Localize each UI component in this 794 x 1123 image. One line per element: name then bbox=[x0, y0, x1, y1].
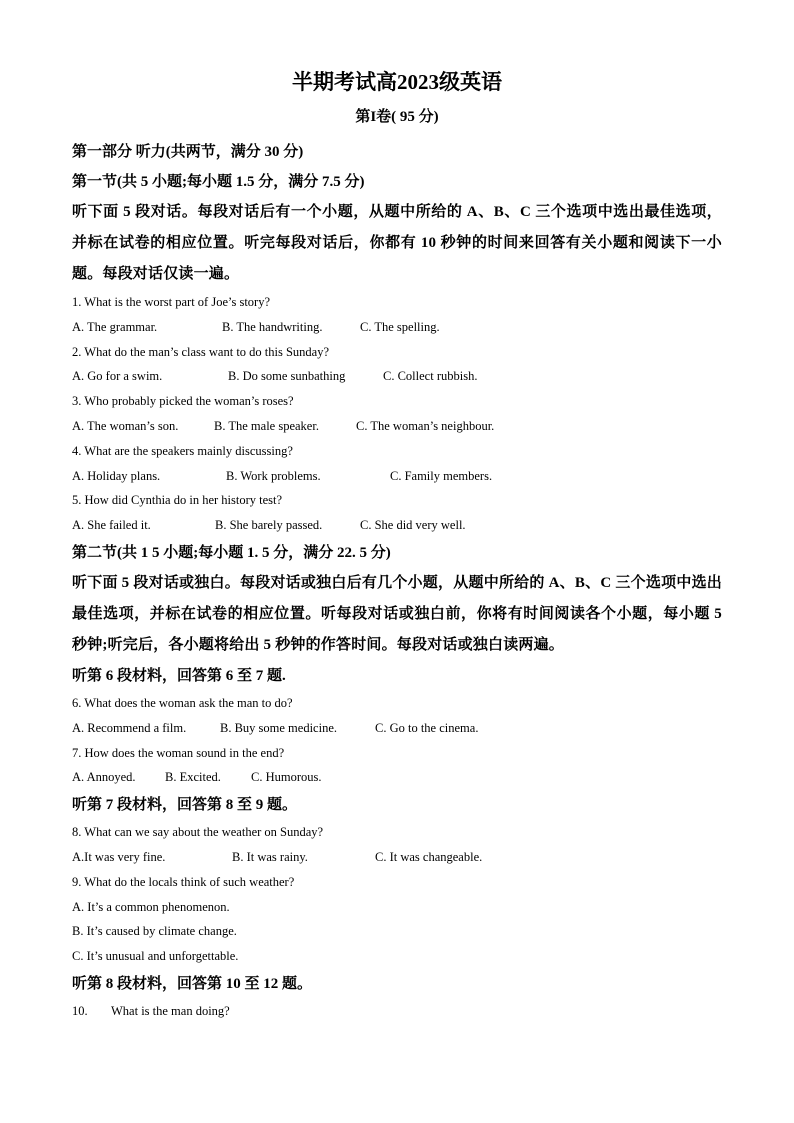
option-c: C. Collect rubbish. bbox=[383, 369, 478, 384]
question-options bbox=[72, 364, 722, 389]
option-c: C. It was changeable. bbox=[375, 849, 483, 864]
question-stem: 6. What does the woman ask the man to do? bbox=[72, 695, 293, 710]
option-c: C. Family members. bbox=[390, 468, 493, 483]
option-b: B. She barely passed. bbox=[215, 518, 323, 533]
question-options bbox=[72, 765, 722, 790]
option-a: A. Annoyed. bbox=[72, 770, 136, 785]
question-stem: 2. What do the man’s class want to do this Sunday? bbox=[72, 344, 330, 359]
question-stem: 5. How did Cynthia do in her history test? bbox=[72, 493, 283, 508]
option-b: B. Buy some medicine. bbox=[220, 720, 337, 735]
question-stem: 9. What do the locals think of such weather? bbox=[72, 874, 295, 889]
option-c: C. The woman’s neighbour. bbox=[356, 418, 495, 433]
question-options bbox=[72, 315, 722, 340]
section2-heading: 第二节(共 1 5 小题;每小题 1. 5 分，满分 22. 5 分) bbox=[72, 544, 391, 561]
part1-heading: 第一部分 听力(共两节，满分 30 分) bbox=[72, 144, 304, 160]
question-stem: 7. How does the woman sound in the end? bbox=[72, 745, 285, 760]
option-c: C. Go to the cinema. bbox=[375, 720, 479, 735]
question-number: 10. bbox=[72, 1003, 88, 1018]
question-stem: 1. What is the worst part of Joe’s story? bbox=[72, 295, 270, 309]
option-b: B. Excited. bbox=[165, 770, 221, 785]
option-a: A. Go for a swim. bbox=[72, 369, 163, 384]
material8-heading: 听第 8 段材料，回答第 10 至 12 题。 bbox=[72, 975, 313, 992]
question-stem: 3. Who probably picked the woman’s roses? bbox=[72, 394, 294, 409]
option-b: B. Do some sunbathing bbox=[228, 369, 346, 384]
option-b: B. The handwriting. bbox=[222, 319, 323, 334]
material6-heading: 听第 6 段材料，回答第 6 至 7 题. bbox=[72, 667, 286, 684]
option-a: A. The grammar. bbox=[72, 319, 158, 334]
option-c: C. She did very well. bbox=[360, 518, 466, 533]
question-options bbox=[72, 716, 722, 741]
option-a: A. She failed it. bbox=[72, 518, 151, 533]
exam-title: 半期考试高2023级英语 bbox=[292, 70, 502, 94]
option-a: A.It was very fine. bbox=[72, 849, 166, 864]
option-a: A. The woman’s son. bbox=[72, 418, 179, 433]
option-a: A. It’s a common phenomenon. bbox=[72, 899, 230, 914]
question-options bbox=[72, 464, 722, 489]
option-c: C. It’s unusual and unforgettable. bbox=[72, 949, 239, 964]
question-stem: 8. What can we say about the weather on Sunday? bbox=[72, 825, 324, 840]
section1-heading: 第一节(共 5 小题;每小题 1.5 分，满分 7.5 分) bbox=[72, 174, 365, 190]
question-stem: 4. What are the speakers mainly discussing? bbox=[72, 443, 293, 458]
question-options bbox=[72, 513, 722, 538]
material7-heading: 听第 7 段材料，回答第 8 至 9 题。 bbox=[72, 797, 298, 814]
question-options bbox=[72, 414, 722, 439]
question-text: What is the man doing? bbox=[111, 1003, 230, 1018]
option-c: C. Humorous. bbox=[251, 770, 322, 785]
section1-instruction: 听下面 5 段对话。每段对话后有一个小题，从题中所给的 A、B、C 三个选项中选出最佳选项， 并标在试卷的相应位置。听完每段对话后，你都有 10 秒钟的时间来回答有关小题和阅读下一小题。每段对话仅读一遍。 bbox=[72, 204, 722, 282]
question-options bbox=[72, 845, 722, 870]
option-c: C. The spelling. bbox=[360, 319, 440, 334]
option-a: A. Holiday plans. bbox=[72, 468, 161, 483]
section2-instruction: 听下面 5 段对话或独白。每段对话或独白后有几个小题，从题中所给的 A、B、C 三个选项中选出最佳选项，并标在试卷的相应位置。听每段对话或独白前，你将有时间阅读各个小题，每小题 5 秒钟;听完后，各小题将给出 5 秒钟的作答时间。每段对话或独白读两遍。 bbox=[72, 574, 722, 653]
option-b: B. The male speaker. bbox=[214, 418, 319, 433]
question-stem bbox=[72, 999, 722, 1024]
exam-body bbox=[72, 137, 722, 1024]
option-b: B. Work problems. bbox=[226, 468, 321, 483]
volume-subtitle: 第I卷( 95 分) bbox=[355, 109, 439, 125]
option-a: A. Recommend a film. bbox=[72, 720, 187, 735]
option-b: B. It was rainy. bbox=[232, 849, 308, 864]
option-b: B. It’s caused by climate change. bbox=[72, 924, 237, 939]
